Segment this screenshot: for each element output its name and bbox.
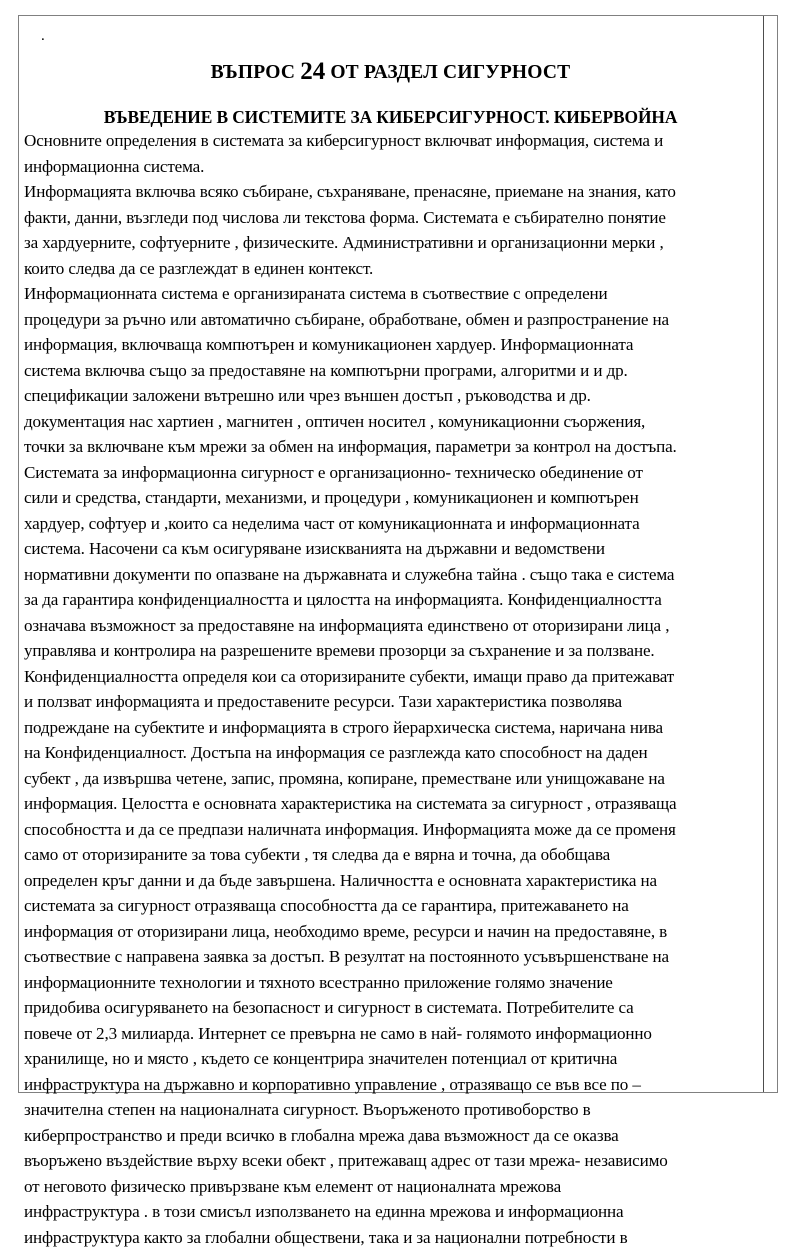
page-title-suffix: ОТ РАЗДЕЛ СИГУРНОСТ (330, 62, 570, 83)
body-line: инфраструктура . в този смисъл използването на единна мрежова и информационна (24, 1199, 759, 1225)
body-line: и ползват информацията и предоставените ресурси. Тази характеристика позволява (24, 689, 759, 715)
body-line: система включва също за предоставяне на компютърни програми, алгоритми и и др. (24, 358, 759, 384)
body-line: Основните определения в системата за киберсигурност включват информация, система и (24, 128, 759, 154)
body-line: само от оторизираните за това субекти , тя следва да е вярна и точна, да обобщава (24, 842, 759, 868)
body-line: Конфиденциалността определя кои са оторизираните субекти, имащи право да притежават (24, 664, 759, 690)
body-line: които следва да се разглеждат в единен контекст. (24, 256, 759, 282)
page-title (22, 60, 759, 85)
body-line: информация от оторизирани лица, необходимо време, ресурси и начин на предоставяне, в (24, 919, 759, 945)
body-line: субект , да извършва четене, запис, промяна, копиране, преместване или унищожаване на (24, 766, 759, 792)
body-paragraphs (22, 128, 759, 1250)
document-body (19, 60, 763, 1250)
body-line: киберпространство и преди всичко в глобална мрежа дава възможност да се оказва (24, 1123, 759, 1149)
body-line: придобива осигуряването на безопасност и сигурност в системата. Потребителите са (24, 995, 759, 1021)
body-line: за да гарантира конфиденциалността и цялостта на информацията. Конфиденциалността (24, 587, 759, 613)
body-line: хранилище, но и място , където се концентрира значителен потенциал от критична (24, 1046, 759, 1072)
body-line: управлява и контролира на разрешените времеви прозорци за съхранение и за ползване. (24, 638, 759, 664)
table-cell-main (19, 16, 764, 1092)
body-line: способността и да се предпази наличната информация. Информацията може да се променя (24, 817, 759, 843)
body-line: Информацията включва всяко събиране, съхраняване, пренасяне, приемане на знания, като (24, 179, 759, 205)
body-line: информация. Целостта е основната характеристика на системата за сигурност , отразяваща (24, 791, 759, 817)
body-line: Системата за информационна сигурност е организационно- техническо обединение от (24, 460, 759, 486)
body-line: въоръжено въздействие върху всеки обект , притежаващ адрес от тази мрежа- независимо (24, 1148, 759, 1174)
body-line: информационните технологии и тяхното всестранно приложение голямо значение (24, 970, 759, 996)
body-line: нормативни документи по опазване на държавната и служебна тайна . също така е система (24, 562, 759, 588)
body-line: инфраструктура както за глобални обществени, така и за национални потребности в (24, 1225, 759, 1250)
document-table-frame (18, 15, 778, 1093)
body-line: спецификации заложени вътрешно или чрез външен достъп , ръководства и др. (24, 383, 759, 409)
body-line: означава възможност за предоставяне на информацията единствено от оторизирани лица , (24, 613, 759, 639)
body-line: от неговото физическо привързване към елемент от националната мрежова (24, 1174, 759, 1200)
body-line: сили и средства, стандарти, механизми, и процедури , комуникационен и компютърен (24, 485, 759, 511)
page-title-prefix: ВЪПРОС (211, 62, 296, 83)
body-line: значителна степен на националната сигурност. Въоръженото противоборство в (24, 1097, 759, 1123)
body-line: съотвествие с направена заявка за достъп. В резултат на постоянното усъвършенстване на (24, 944, 759, 970)
body-line: подреждане на субектите и информацията в строго йерархическа система, наричана нива (24, 715, 759, 741)
stray-period-mark: . (19, 16, 763, 42)
table-cell-side-margin (764, 16, 777, 1092)
body-line: информационна система. (24, 154, 759, 180)
body-line: повече от 2,3 милиарда. Интернет се превърна не само в най- голямото информационно (24, 1021, 759, 1047)
body-line: факти, данни, възгледи под числова ли текстова форма. Системата е събирателно понятие (24, 205, 759, 231)
body-line: информация, включваща компютърен и комуникационен хардуер. Информационната (24, 332, 759, 358)
body-line: на Конфиденциалност. Достъпа на информация се разглежда като способност на даден (24, 740, 759, 766)
body-line: документация нас хартиен , магнитен , оптичен носител , комуникационни съоржения, (24, 409, 759, 435)
body-line: определен кръг данни и да бъде завършена. Наличността е основната характеристика на (24, 868, 759, 894)
body-line: инфраструктура на държавно и корпоративно управление , отразяващо се във все по – (24, 1072, 759, 1098)
body-line: процедури за ръчно или автоматично събиране, обработване, обмен и разпространение на (24, 307, 759, 333)
body-line: за хардуерните, софтуерните , физическите. Административни и организационни мерки , (24, 230, 759, 256)
page-title-number: 24 (300, 58, 325, 85)
body-line: хардуер, софтуер и ,които са неделима част от комуникационната и информационната (24, 511, 759, 537)
body-line: система. Насочени са към осигуряване изискванията на държавни и ведомствени (24, 536, 759, 562)
body-line: системата за сигурност отразяваща способността да се гарантира, притежаването на (24, 893, 759, 919)
body-line: точки за включване към мрежи за обмен на информация, параметри за контрол на достъпа. (24, 434, 759, 460)
body-line: Информационната система е организираната система в съотвествие с определени (24, 281, 759, 307)
page-subtitle: ВЪВЕДЕНИЕ В СИСТЕМИТЕ ЗА КИБЕРСИГУРНОСТ. КИБЕРВОЙНА (22, 107, 759, 128)
